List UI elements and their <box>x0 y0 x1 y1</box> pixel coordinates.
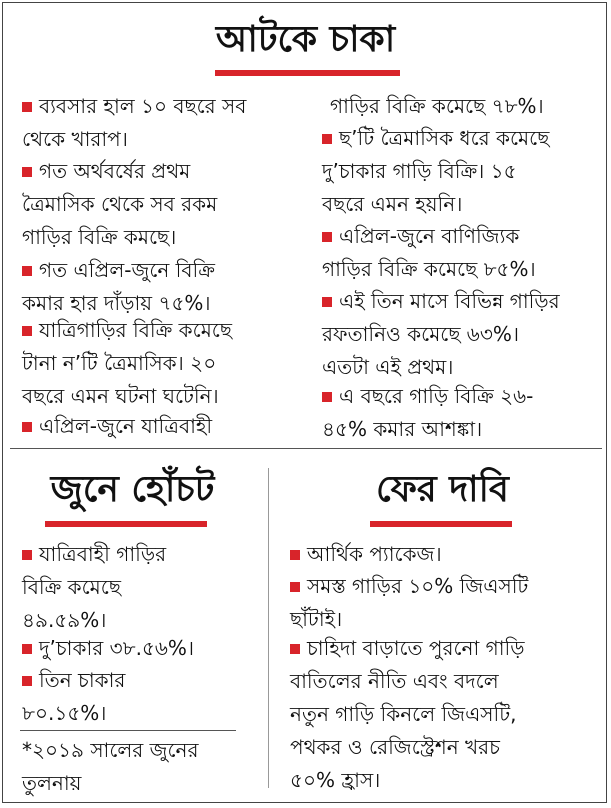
bullet-square-icon <box>22 676 32 686</box>
bullet-square-icon <box>22 550 32 560</box>
bullet-square-icon <box>22 422 32 432</box>
june-title: জুনে হোঁচট <box>50 469 215 510</box>
june-title-underline <box>45 521 207 527</box>
bullet-square-icon <box>290 644 300 654</box>
june-footnote: *২০১৯ সালের জুনের তুলনায় <box>22 738 199 795</box>
top-right-item-3: এই তিন মাসে বিভিন্ন গাড়ির রফতানিও কমেছে ৬৩%। এতটা এই প্রথম। <box>322 289 560 379</box>
top-left-item-2: গত অর্থবর্ষের প্রথম ত্রৈমাসিক থেকে সব রকম গাড়ির বিক্রি কমছে। <box>22 159 218 249</box>
top-left-item-5: এপ্রিল-জুনে যাত্রিবাহী <box>22 410 312 443</box>
top-right-continuation: গাড়ির বিক্রি কমেছে ৭৮%। <box>330 94 544 118</box>
demand-item-1: আর্থিক প্যাকেজ। <box>290 538 602 571</box>
top-left-item-4: যাত্রিগাড়ির বিক্রি কমেছে টানা ন’টি ত্রৈমাসিক। ২০ বছরে এমন ঘটনা ঘটেনি। <box>22 318 232 408</box>
top-right-item-1: ছ’টি ত্রৈমাসিক ধরে কমেছে দু’চাকার গাড়ি বিক্রি। ১৫ বছরে এমন হয়নি। <box>322 126 550 216</box>
main-title: আটকে চাকা <box>215 19 396 60</box>
section-divider <box>10 448 602 449</box>
bullet-square-icon <box>322 134 332 144</box>
bullet-square-icon <box>290 550 300 560</box>
bullet-square-icon <box>322 297 332 307</box>
column-divider <box>268 468 269 788</box>
demand-item-2: সমস্ত গাড়ির ১০% জিএসটি ছাঁটাই। <box>290 574 529 631</box>
top-left-item-3: গত এপ্রিল-জুনে বিক্রি কমার হার দাঁড়ায় ৭৫%। <box>22 258 215 315</box>
bullet-square-icon <box>22 167 32 177</box>
bullet-square-icon <box>22 102 32 112</box>
june-item-3: তিন চাকার ৮০.১৫%। <box>22 668 126 725</box>
bullet-square-icon <box>322 232 332 242</box>
demand-title-underline <box>370 521 512 527</box>
bullet-square-icon <box>290 582 300 592</box>
demand-title: ফের দাবি <box>376 469 509 510</box>
bullet-square-icon <box>22 326 32 336</box>
june-item-1: যাত্রিবাহী গাড়ির বিক্রি কমেছে ৪৯.৫৯%। <box>22 542 167 632</box>
footnote-rule <box>20 730 236 731</box>
june-item-2: দু’চাকার ৩৮.৫৬%। <box>22 632 262 665</box>
demand-item-3: চাহিদা বাড়াতে পুরনো গাড়ি বাতিলের নীতি এবং বদলে নতুন গাড়ি কিনলে জিএসটি, পথকর ও রেজিস্ট্রেশন খরচ ৫০% হ্রাস। <box>290 636 525 792</box>
top-right-item-4: এ বছরে গাড়ি বিক্রি ২৬- ৪৫% কমার আশঙ্কা। <box>322 384 534 441</box>
top-right-item-2: এপ্রিল-জুনে বাণিজ্যিক গাড়ির বিক্রি কমেছে ৮৫%। <box>322 224 536 281</box>
bullet-square-icon <box>322 392 332 402</box>
top-left-item-1: ব্যবসার হাল ১০ বছরে সব থেকে খারাপ। <box>22 94 247 151</box>
bullet-square-icon <box>22 266 32 276</box>
main-title-underline <box>215 70 400 76</box>
bullet-square-icon <box>22 644 32 654</box>
